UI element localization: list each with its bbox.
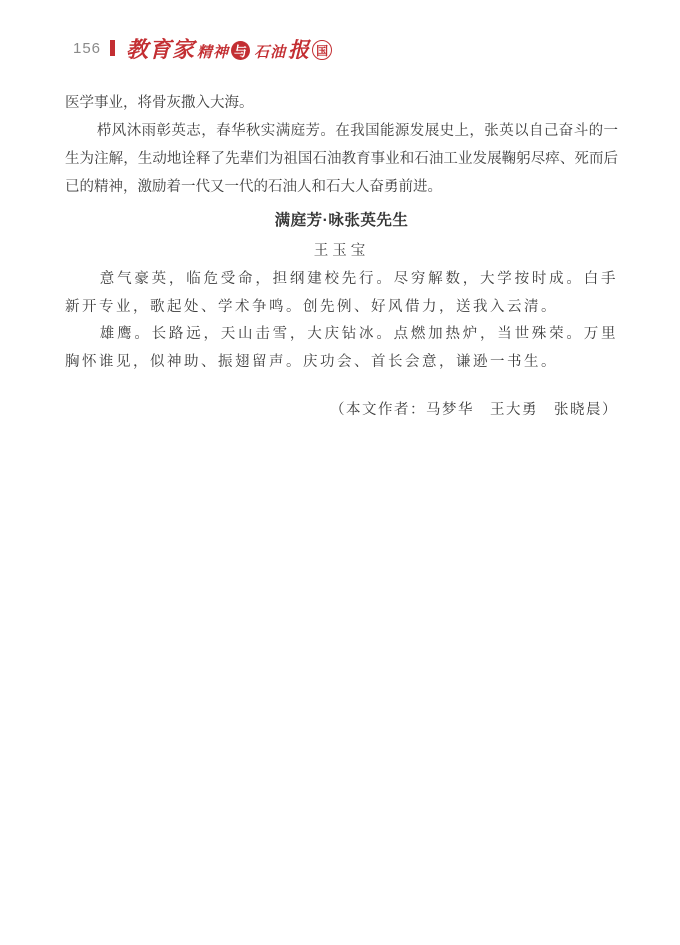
page-number: 156 <box>73 39 102 57</box>
logo-circle-guo: 国 <box>312 40 332 60</box>
article-body <box>65 89 618 424</box>
author-attribution: （本文作者：马梦华 王大勇 张晓晨） <box>330 402 618 418</box>
poem-body <box>65 266 618 376</box>
paragraph-main: 栉风沐雨彰英志，春华秋实满庭芳。在我国能源发展史上，张英以自己奋斗的一生为注解，生动地诠释了先辈们为祖国石油教育事业和石油工业发展鞠躬尽瘁、死而后已的精神，激励着一代又一代的石油人和石大人奋勇前进。 <box>65 123 618 195</box>
running-header <box>73 33 618 63</box>
logo-circle-yu: 与 <box>231 41 250 60</box>
header-divider-bar <box>110 40 115 56</box>
poem-stanza-2: 雄鹰。长路远，天山击雪，大庆钻冰。点燃加热炉，当世殊荣。万里胸怀谁见，似神助、振翅留声。庆功会、首长会意，谦逊一书生。 <box>65 326 618 370</box>
logo-text-spirit: 精神 <box>197 44 230 61</box>
poem-stanza-1: 意气豪英，临危受命，担纲建校先行。尽穷解数，大学按时成。白手新开专业，歌起处、学术争鸣。创先例、好风借力，送我入云清。 <box>65 271 618 315</box>
poem-author: 王玉宝 <box>313 243 370 259</box>
logo-text-educator: 教育家 <box>126 36 196 62</box>
poem-title: 满庭芳·咏张英先生 <box>274 212 409 229</box>
logo-text-petroleum: 石油 <box>254 44 287 61</box>
logo-text-bao: 报 <box>288 37 310 62</box>
series-logo <box>126 33 332 64</box>
paragraph-continuation: 医学事业，将骨灰撒入大海。 <box>65 95 254 111</box>
